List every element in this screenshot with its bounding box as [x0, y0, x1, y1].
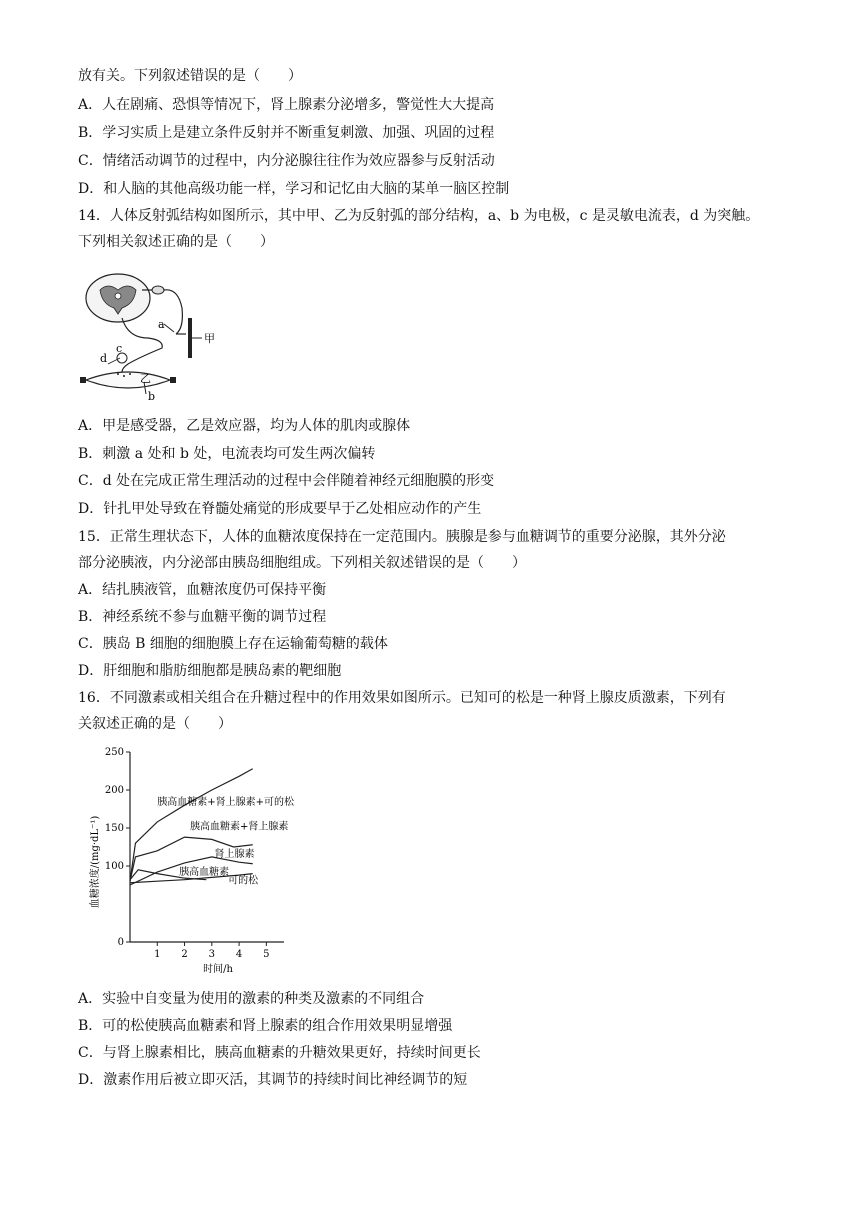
- y-tick-label: 250: [104, 747, 124, 758]
- q13-option-c: C．情绪活动调节的过程中，内分泌腺往往作为效应器参与反射活动: [78, 153, 495, 169]
- series-label: 肾上腺素: [214, 848, 255, 860]
- q13-option-d: D．和人脑的其他高级功能一样，学习和记忆由大脑的某单一脑区控制: [78, 181, 510, 197]
- label-a: a: [158, 318, 165, 331]
- label-d: d: [100, 352, 108, 365]
- q15-stem-line2: 部分泌胰液，内分泌部由胰岛细胞组成。下列相关叙述错误的是（ ）: [78, 555, 526, 571]
- q15-stem-line1: 15．正常生理状态下，人体的血糖浓度保持在一定范围内。胰腺是参与血糖调节的重要分泌腺，其外分泌: [78, 529, 726, 545]
- q15-option-b: B．神经系统不参与血糖平衡的调节过程: [78, 609, 327, 625]
- y-tick-label: 150: [104, 823, 124, 834]
- y-tick-label: 200: [104, 785, 124, 796]
- q16-option-d: D．激素作用后被立即灭活，其调节的持续时间比神经调节的短: [78, 1072, 468, 1088]
- q16-option-c: C．与肾上腺素相比，胰高血糖素的升糖效果更好，持续时间更长: [78, 1045, 481, 1061]
- reflex-arc-figure: [78, 268, 228, 410]
- q14-option-a: A．甲是感受器，乙是效应器，均为人体的肌肉或腺体: [78, 418, 411, 434]
- q13-option-b: B．学习实质上是建立条件反射并不断重复刺激、加强、巩固的过程: [78, 125, 495, 141]
- label-c: c: [116, 342, 123, 355]
- q16-option-b: B．可的松使胰高血糖素和肾上腺素的组合作用效果明显增强: [78, 1018, 453, 1034]
- x-tick-label: 2: [181, 949, 188, 960]
- series-label: 胰高血糖素+肾上腺素: [190, 821, 289, 833]
- q15-option-d: D．肝细胞和脂肪细胞都是胰岛素的靶细胞: [78, 663, 342, 679]
- q16-stem-line2: 关叙述正确的是（ ）: [78, 716, 232, 732]
- series-label: 可的松: [228, 875, 259, 887]
- q15-option-c: C．胰岛 B 细胞的细胞膜上存在运输葡萄糖的载体: [78, 636, 388, 652]
- label-jia: 甲: [204, 332, 215, 345]
- q13-option-a: A．人在剧痛、恐惧等情况下，肾上腺素分泌增多，警觉性大大提高: [78, 97, 495, 113]
- label-yi: 乙: [140, 372, 151, 385]
- x-axis-label: 时间/h: [203, 964, 233, 975]
- q14-option-d: D．针扎甲处导致在脊髓处痛觉的形成要早于乙处相应动作的产生: [78, 501, 482, 517]
- y-tick-label: 0: [117, 937, 124, 948]
- x-tick-label: 5: [263, 949, 270, 960]
- blood-glucose-chart: [78, 742, 308, 980]
- series-label: 胰高血糖素+肾上腺素+可的松: [157, 797, 295, 809]
- y-tick-label: 100: [104, 861, 124, 872]
- x-tick-label: 4: [235, 949, 243, 960]
- q14-stem-line2: 下列相关叙述正确的是（ ）: [78, 234, 274, 250]
- q14-option-b: B．刺激 a 处和 b 处，电流表均可发生两次偏转: [78, 446, 376, 462]
- y-axis-label: 血糖浓度/(mg·dL⁻¹): [90, 815, 101, 909]
- q14-stem-line1: 14．人体反射弧结构如图所示，其中甲、乙为反射弧的部分结构，a、b 为电极，c 是灵敏电流表，d 为突触。: [78, 208, 760, 224]
- x-tick-label: 1: [154, 949, 161, 960]
- label-b: b: [148, 390, 156, 403]
- q13-stem-tail: 放有关。下列叙述错误的是（ ）: [78, 68, 302, 84]
- q16-stem-line1: 16．不同激素或相关组合在升糖过程中的作用效果如图所示。已知可的松是一种肾上腺皮质激素，下列有: [78, 690, 726, 706]
- q15-option-a: A．结扎胰液管，血糖浓度仍可保持平衡: [78, 582, 327, 598]
- q14-option-c: C．d 处在完成正常生理活动的过程中会伴随着神经元细胞膜的形变: [78, 473, 495, 489]
- x-tick-label: 3: [208, 949, 216, 960]
- series-label: 胰高血糖素: [179, 867, 230, 879]
- q16-option-a: A．实验中自变量为使用的激素的种类及激素的不同组合: [78, 991, 425, 1007]
